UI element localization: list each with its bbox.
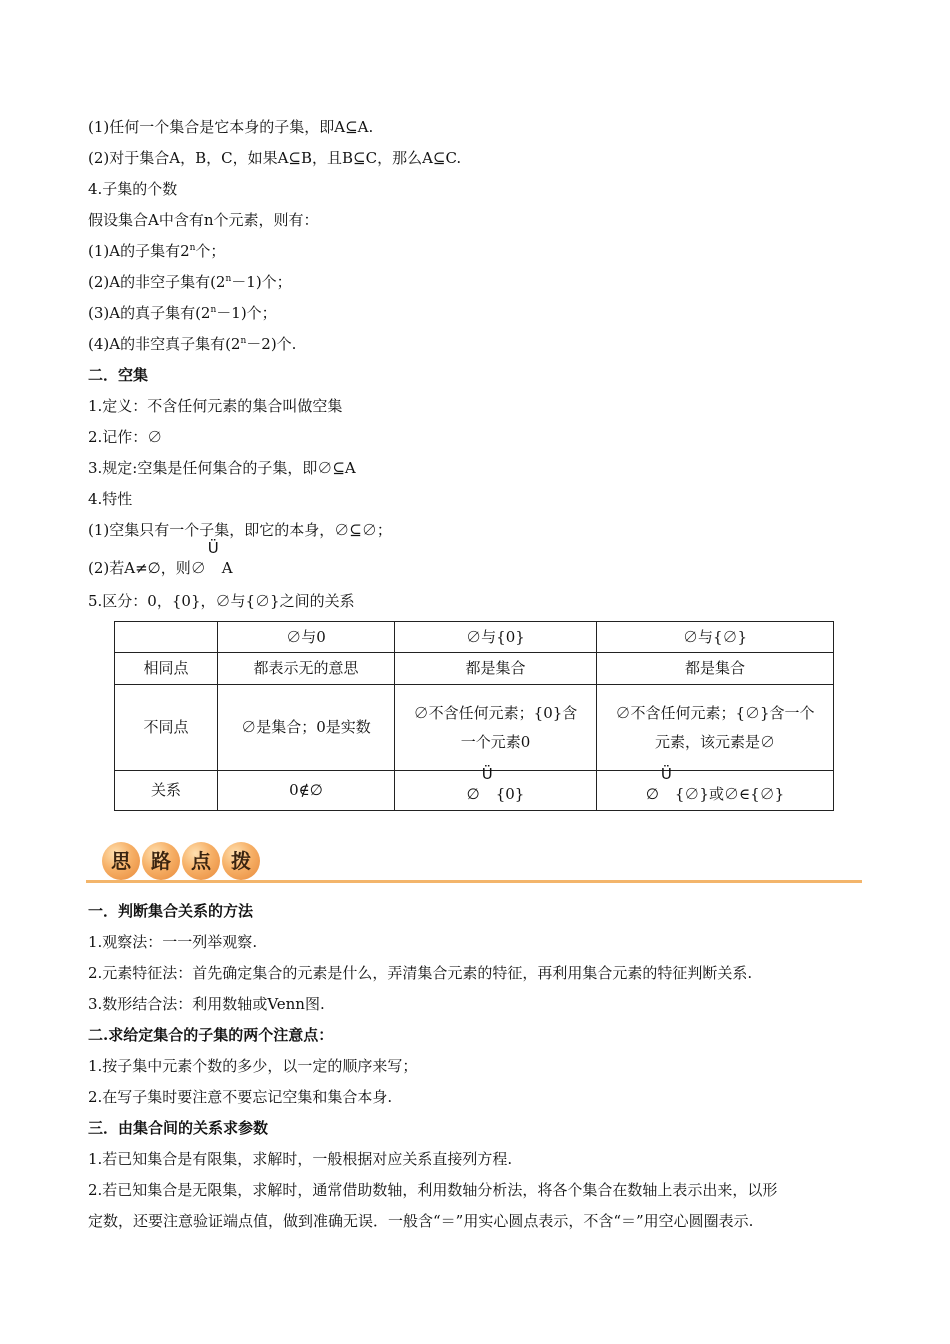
banner-char: 路 — [142, 842, 180, 880]
proper-subset-symbol — [480, 765, 496, 809]
text-line: 3.数形结合法：利用数轴或Venn图. — [88, 995, 325, 1013]
text-line — [88, 539, 868, 586]
text-line: 1.定义：不含任何元素的集合叫做空集 — [88, 397, 343, 415]
text-span: －1)个； — [216, 304, 277, 322]
text-span: {∅}或∅∈{∅} — [674, 785, 785, 803]
table-header: ∅与{0} — [395, 622, 597, 653]
table-cell: 都是集合 — [395, 653, 597, 685]
text-line — [88, 329, 868, 360]
table-header: ∅与{∅} — [597, 622, 834, 653]
table-cell — [395, 685, 597, 771]
comparison-table — [114, 621, 834, 811]
banner-divider — [86, 880, 862, 883]
table-cell: 相同点 — [115, 653, 218, 685]
text-line: 假设集合A中含有n个元素，则有： — [88, 211, 319, 229]
text-line: 2.若已知集合是无限集，求解时，通常借助数轴，利用数轴分析法，将各个集合在数轴上表示出来，以形 — [88, 1181, 778, 1199]
table-cell — [115, 622, 218, 653]
text-span: (2)若A≠∅，则∅ — [88, 559, 206, 577]
text-line — [88, 298, 868, 329]
superscript-n: n — [210, 305, 217, 315]
table-cell — [395, 765, 597, 811]
table-cell: 关系 — [115, 771, 218, 811]
section-heading: 二．空集 — [88, 366, 149, 384]
table-cell: ∅是集合；0是实数 — [218, 685, 395, 771]
table-cell: 都表示无的意思 — [218, 653, 395, 685]
cell-line: 一个元素0 — [460, 732, 531, 751]
banner-char: 拨 — [222, 842, 260, 880]
subset-glyph: Ü — [660, 765, 672, 783]
subset-glyph: Ü — [481, 765, 493, 783]
text-line: 2.元素特征法：首先确定集合的元素是什么，弄清集合元素的特征，再利用集合元素的特征判断关系. — [88, 964, 753, 982]
text-span: －1)个； — [231, 273, 292, 291]
superscript-n: n — [240, 336, 247, 346]
text-line: 1.观察法：一一列举观察. — [88, 933, 258, 951]
text-line: 4.特性 — [88, 490, 133, 508]
text-line: (1)空集只有一个子集，即它的本身，∅⊆∅； — [88, 521, 392, 539]
text-span: (4)A的非空真子集有(2 — [88, 335, 241, 353]
cell-line: ∅不含任何元素；{∅}含一个 — [615, 703, 815, 722]
cell-line: ∅不含任何元素；{0}含 — [413, 703, 578, 722]
table-header: ∅与0 — [218, 622, 395, 653]
text-span: ∅ — [466, 785, 480, 803]
cell-line: 元素，该元素是∅ — [654, 732, 775, 751]
banner-char: 思 — [102, 842, 140, 880]
text-line: 5.区分：0，{0}，∅与{∅}之间的关系 — [88, 592, 355, 610]
text-line: (1)任何一个集合是它本身的子集，即A⊆A. — [88, 118, 374, 136]
section-heading: 一．判断集合关系的方法 — [88, 902, 254, 920]
text-line — [88, 236, 868, 267]
table-cell: 0∉∅ — [218, 771, 395, 811]
proper-subset-symbol — [659, 765, 675, 809]
table-cell — [597, 685, 834, 771]
text-line: 1.若已知集合是有限集，求解时，一般根据对应关系直接列方程. — [88, 1150, 513, 1168]
text-span: {0} — [495, 785, 525, 803]
text-line: (2)对于集合A，B，C，如果A⊆B，且B⊆C，那么A⊆C. — [88, 149, 462, 167]
text-span: (1)A的子集有2 — [88, 242, 190, 260]
text-line — [88, 267, 868, 298]
table-cell: 不同点 — [115, 685, 218, 771]
section-methods — [88, 896, 868, 1237]
text-span: A — [221, 559, 233, 577]
banner-char: 点 — [182, 842, 220, 880]
table-cell: 都是集合 — [597, 653, 834, 685]
text-line: 2.在写子集时要注意不要忘记空集和集合本身. — [88, 1088, 393, 1106]
section-heading: 二.求给定集合的子集的两个注意点： — [88, 1026, 334, 1044]
text-line: 2.记作：∅ — [88, 428, 163, 446]
text-span: －2)个. — [246, 335, 297, 353]
text-span: ∅ — [645, 785, 659, 803]
text-span: 个； — [195, 242, 226, 260]
superscript-n: n — [189, 243, 196, 253]
table-cell — [597, 765, 834, 811]
text-line: 1.按子集中元素个数的多少，以一定的顺序来写； — [88, 1057, 418, 1075]
text-line: 3.规定:空集是任何集合的子集，即∅⊆A — [88, 459, 356, 477]
text-span: (2)A的非空子集有(2 — [88, 273, 226, 291]
section-subsets — [88, 112, 868, 811]
subset-glyph: Ü — [207, 539, 219, 557]
text-line: 定数，还要注意验证端点值，做到准确无误．一般含“＝”用实心圆点表示，不含“＝”用空心圆圈表示. — [88, 1212, 754, 1230]
proper-subset-symbol — [206, 539, 222, 590]
section-heading: 三．由集合间的关系求参数 — [88, 1119, 269, 1137]
section-banner — [86, 842, 862, 888]
text-line: 4.子集的个数 — [88, 180, 178, 198]
superscript-n: n — [225, 274, 232, 284]
text-span: (3)A的真子集有(2 — [88, 304, 211, 322]
